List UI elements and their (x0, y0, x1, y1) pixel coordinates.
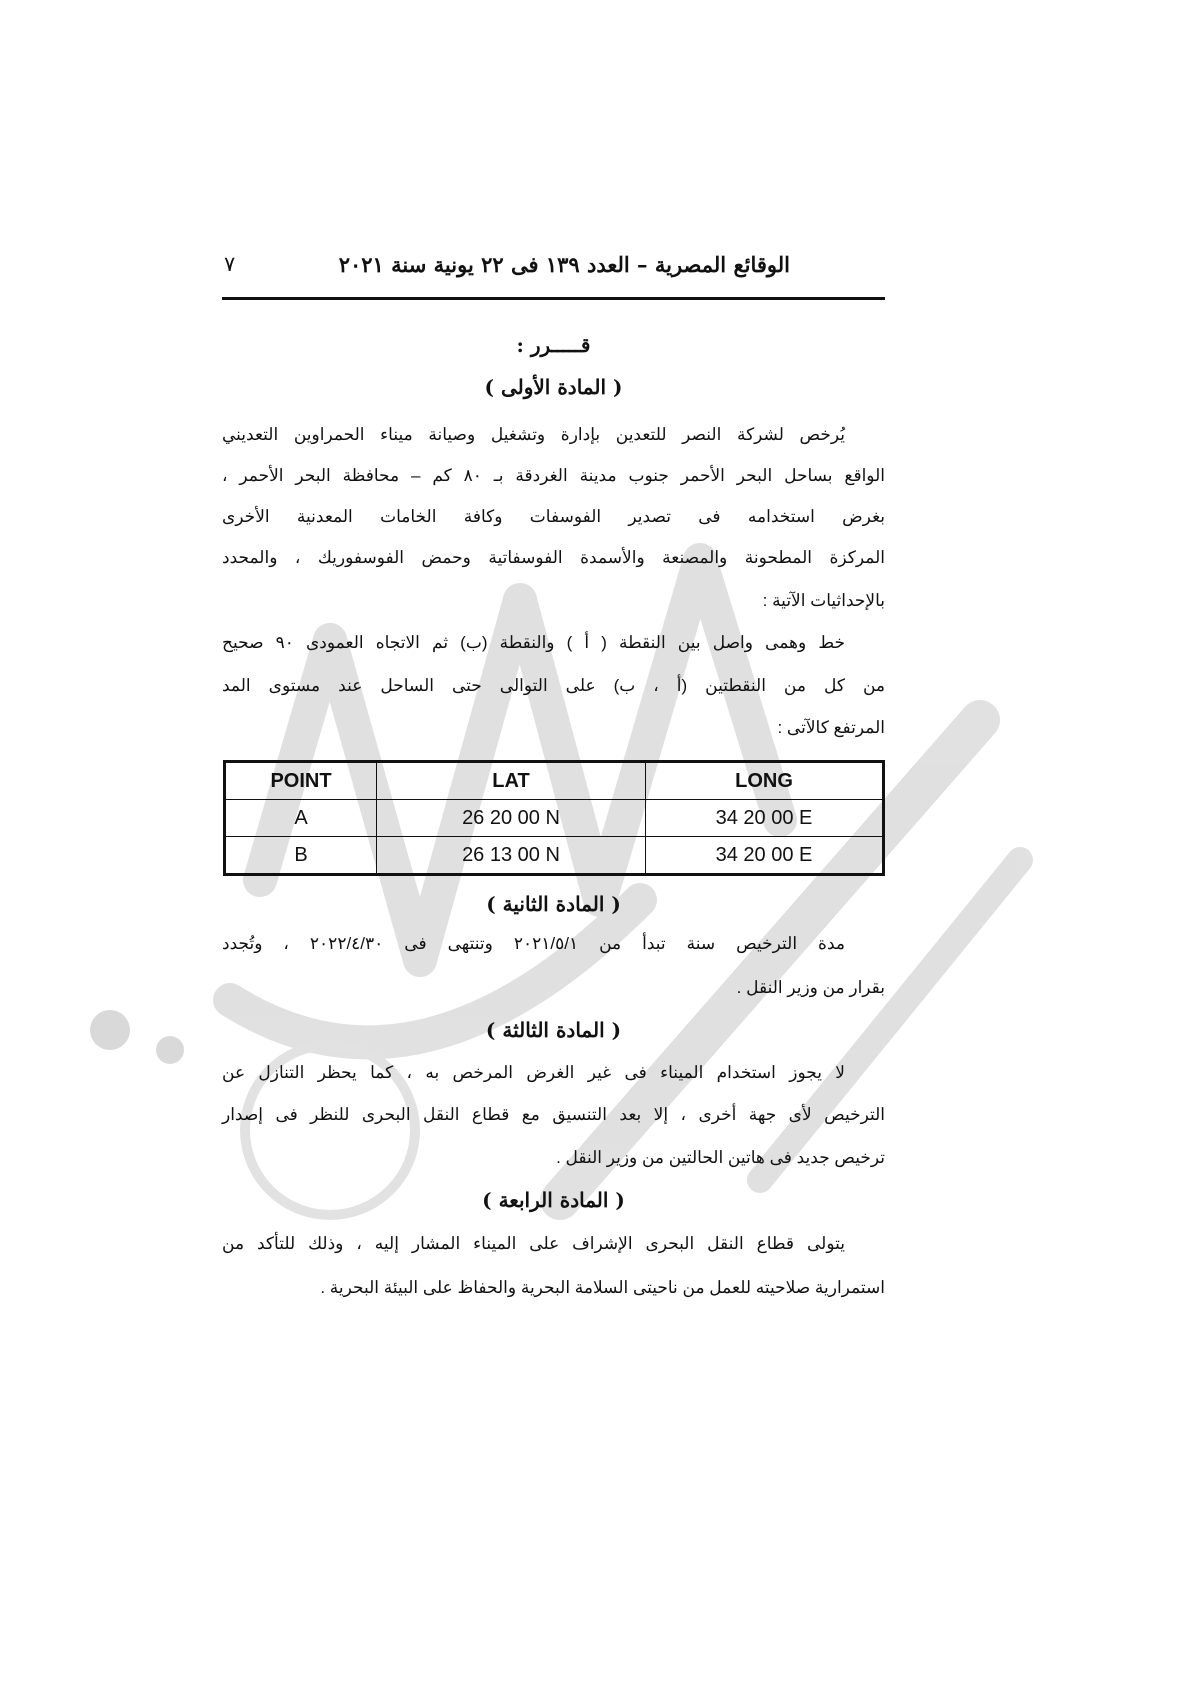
cell-point: A (225, 800, 377, 837)
header-lat: LAT (377, 762, 646, 800)
table-header-row (225, 762, 884, 800)
article-1-title: ( المادة الأولى ) (484, 375, 623, 399)
gazette-title: الوقائع المصرية – العدد ١٣٩ فى ٢٢ يونية سنة ٢٠٢١ (338, 252, 790, 277)
paragraph-line: لا يجوز استخدام الميناء فى غير الغرض المرخص به ، كما يحظر التنازل عن (222, 1063, 845, 1082)
paragraph-line: مدة الترخيص سنة تبدأ من ٢٠٢١/٥/١ وتنتهى فى ٢٠٢٢/٤/٣٠ ، وتُجدد (222, 934, 845, 953)
paragraph-line: الترخيص لأى جهة أخرى ، إلا بعد التنسيق مع قطاع النقل البحرى للنظر فى إصدار (222, 1105, 885, 1124)
paragraph-line: من كل من النقطتين (أ ، ب) على التوالى حتى الساحل عند مستوى المد (222, 676, 885, 695)
page-header (222, 252, 885, 288)
article-4-title: ( المادة الرابعة ) (482, 1188, 625, 1212)
table-row (225, 837, 884, 875)
paragraph-line: بقرار من وزير النقل . (736, 978, 885, 997)
coordinates-table (223, 760, 885, 876)
paragraph-line: يتولى قطاع النقل البحرى الإشراف على الميناء المشار إليه ، وذلك للتأكد من (222, 1234, 845, 1253)
paragraph-line: المرتفع كالآتى : (777, 718, 885, 737)
paragraph-line: يُرخص لشركة النصر للتعدين بإدارة وتشغيل وصيانة ميناء الحمراوين التعديني (222, 425, 845, 444)
paragraph-line: ترخيص جديد فى هاتين الحالتين من وزير النقل . (556, 1148, 885, 1167)
article-3-title: ( المادة الثالثة ) (485, 1018, 622, 1042)
paragraph-line: بالإحداثيات الآتية : (762, 591, 885, 610)
paragraph-line: استمرارية صلاحيته للعمل من ناحيتى السلامة البحرية والحفاظ على البيئة البحرية . (320, 1278, 885, 1297)
cell-long: 34 20 00 E (646, 800, 884, 837)
cell-lat: 26 20 00 N (377, 800, 646, 837)
paragraph-line: الواقع بساحل البحر الأحمر جنوب مدينة الغردقة بـ ٨٠ كم – محافظة البحر الأحمر ، (222, 466, 885, 485)
cell-point: B (225, 837, 377, 875)
header-long: LONG (646, 762, 884, 800)
page-number: ٧ (224, 252, 236, 276)
header-rule (222, 297, 885, 300)
paragraph-line: المركزة المطحونة والمصنعة والأسمدة الفوسفاتية وحمض الفوسفوريك ، والمحدد (222, 548, 885, 567)
paragraph-line: خط وهمى واصل بين النقطة ( أ ) والنقطة (ب) ثم الاتجاه العمودى ٩٠ صحيح (222, 633, 845, 652)
cell-lat: 26 13 00 N (377, 837, 646, 875)
header-point: POINT (225, 762, 377, 800)
article-2-title: ( المادة الثانية ) (486, 892, 621, 916)
decision-heading: قـــــرر : (516, 333, 591, 357)
cell-long: 34 20 00 E (646, 837, 884, 875)
paragraph-line: بغرض استخدامه فى تصدير الفوسفات وكافة الخامات المعدنية الأخرى (222, 507, 885, 526)
table-row (225, 800, 884, 837)
